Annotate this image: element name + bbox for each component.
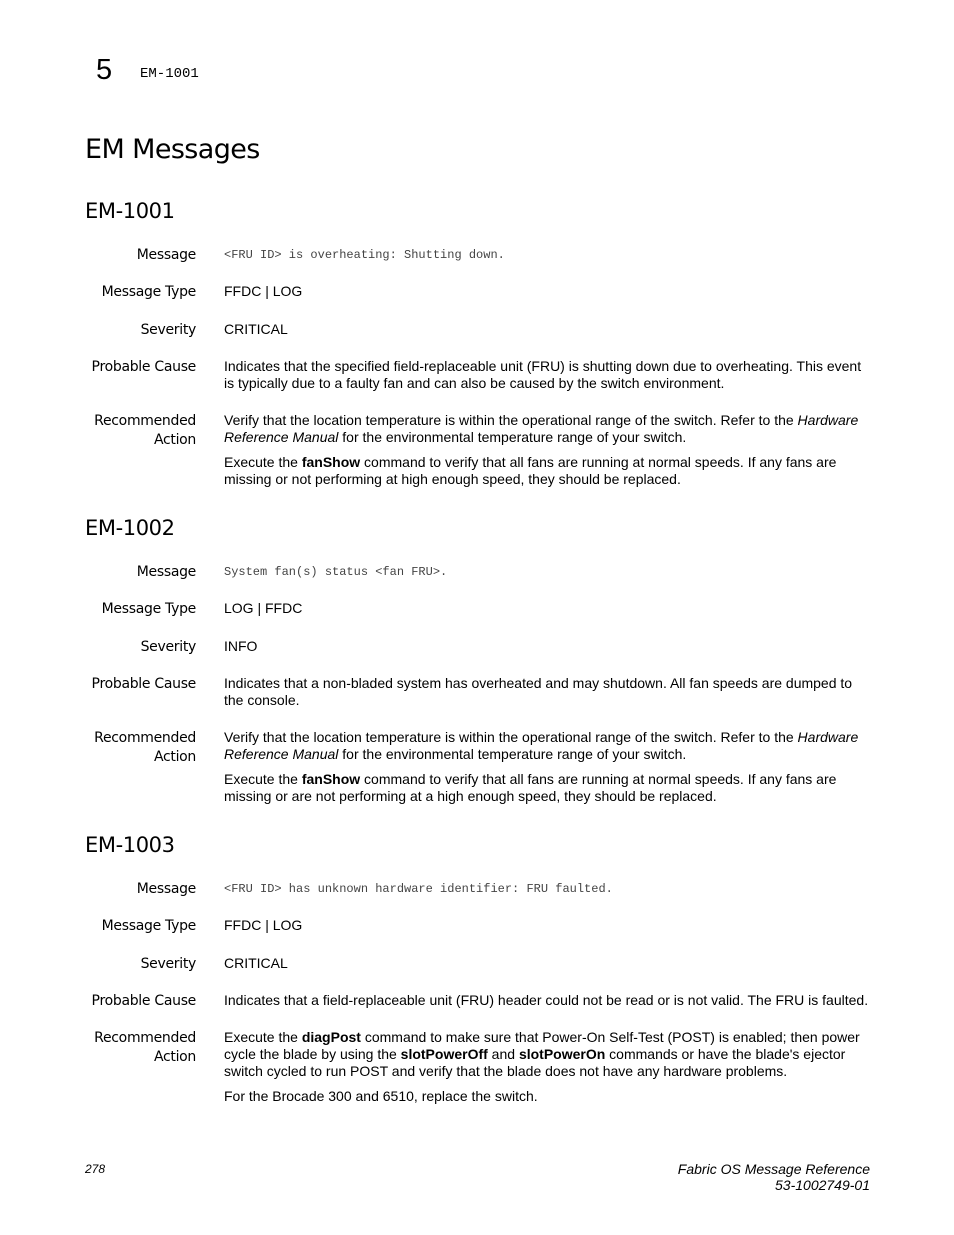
field-label-message: Message bbox=[136, 247, 196, 263]
severity-value: CRITICAL bbox=[224, 321, 288, 337]
manual-reference: Hardware Reference Manual bbox=[224, 412, 859, 445]
recommended-action-value bbox=[224, 729, 874, 813]
field-label-probable-cause: Probable Cause bbox=[91, 676, 196, 692]
action-paragraph: Execute the diagPost command to make sure that Power-On Self-Test (POST) is enabled; then power cycle the blade by using the slotPowerOff and slotPowerOn commands or have the blade's ejector switch cycled to run POST and verify that the blade does not have any hardware problems. bbox=[224, 1029, 860, 1079]
field-label-recommended-action bbox=[56, 412, 196, 450]
label-recommended: Recommended bbox=[94, 730, 196, 746]
manual-reference: Hardware Reference Manual bbox=[224, 729, 859, 762]
field-label-recommended-action bbox=[56, 729, 196, 767]
action-paragraph: Verify that the location temperature is within the operational range of the switch. Refer to the Hardware Reference Manual for the environmental temperature range of your switch. bbox=[224, 412, 859, 445]
label-recommended: Recommended bbox=[94, 413, 196, 429]
label-action: Action bbox=[153, 1049, 196, 1065]
entry-heading: EM-1003 bbox=[85, 833, 175, 857]
field-label-message-type: Message Type bbox=[101, 601, 196, 617]
chapter-number: 5 bbox=[96, 54, 113, 86]
severity-value: INFO bbox=[224, 638, 258, 654]
page-title: EM Messages bbox=[85, 134, 260, 165]
entry-heading: EM-1001 bbox=[85, 199, 175, 223]
message-type-value: FFDC | LOG bbox=[224, 917, 303, 933]
message-text: System fan(s) status <fan FRU>. bbox=[224, 565, 448, 579]
field-label-recommended-action bbox=[56, 1029, 196, 1067]
label-recommended: Recommended bbox=[94, 1030, 196, 1046]
message-text: <FRU ID> has unknown hardware identifier: FRU faulted. bbox=[224, 882, 613, 896]
message-type-value: LOG | FFDC bbox=[224, 600, 303, 616]
probable-cause-value: Indicates that the specified field-replaceable unit (FRU) is shutting down due to overheating. This event is typically due to a faulty fan and can also be caused by the switch environment. bbox=[224, 358, 862, 391]
footer-page-number: 278 bbox=[85, 1162, 106, 1176]
message-type-value: FFDC | LOG bbox=[224, 283, 303, 299]
severity-value: CRITICAL bbox=[224, 955, 288, 971]
command-name: diagPost bbox=[301, 1029, 361, 1045]
command-name: fanShow bbox=[301, 454, 361, 470]
action-paragraph: Execute the fanShow command to verify that all fans are running at normal speeds. If any fans are missing or not performing at high enough speed, they should be replaced. bbox=[224, 454, 837, 487]
footer-doc-title: Fabric OS Message Reference bbox=[677, 1161, 870, 1177]
recommended-action-value bbox=[224, 412, 874, 496]
probable-cause-value: Indicates that a field-replaceable unit (FRU) header could not be read or is not valid. The FRU is faulted. bbox=[224, 992, 869, 1008]
field-label-probable-cause: Probable Cause bbox=[91, 359, 196, 375]
running-head: EM-1001 bbox=[140, 66, 199, 82]
field-label-probable-cause: Probable Cause bbox=[91, 993, 196, 1009]
label-action: Action bbox=[153, 432, 196, 448]
action-paragraph: For the Brocade 300 and 6510, replace the switch. bbox=[224, 1088, 538, 1104]
footer-doc-number: 53-1002749-01 bbox=[775, 1177, 870, 1193]
field-label-message: Message bbox=[136, 881, 196, 897]
message-text: <FRU ID> is overheating: Shutting down. bbox=[224, 248, 505, 262]
field-label-message-type: Message Type bbox=[101, 918, 196, 934]
action-paragraph: Execute the fanShow command to verify that all fans are running at normal speeds. If any fans are missing or are not performing at a high enough speed, they should be replaced. bbox=[224, 771, 837, 804]
field-label-severity: Severity bbox=[140, 639, 196, 655]
label-action: Action bbox=[153, 749, 196, 765]
field-label-message-type: Message Type bbox=[101, 284, 196, 300]
command-name: fanShow bbox=[301, 771, 361, 787]
field-label-severity: Severity bbox=[140, 956, 196, 972]
probable-cause-value: Indicates that a non-bladed system has overheated and may shutdown. All fan speeds are dumped to the console. bbox=[224, 675, 853, 708]
entry-heading: EM-1002 bbox=[85, 516, 175, 540]
recommended-action-value bbox=[224, 1029, 874, 1113]
command-name: slotPowerOff bbox=[400, 1046, 488, 1062]
field-label-message: Message bbox=[136, 564, 196, 580]
footer-doc-info bbox=[678, 1161, 870, 1193]
action-paragraph: Verify that the location temperature is within the operational range of the switch. Refer to the Hardware Reference Manual for the environmental temperature range of your switch. bbox=[224, 729, 859, 762]
field-label-severity: Severity bbox=[140, 322, 196, 338]
command-name: slotPowerOn bbox=[518, 1046, 606, 1062]
